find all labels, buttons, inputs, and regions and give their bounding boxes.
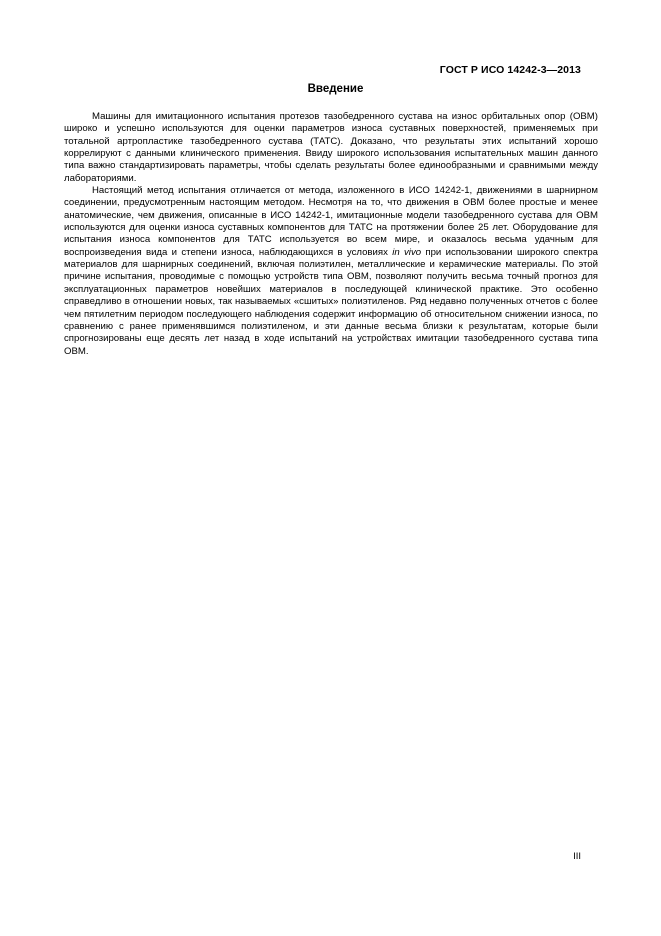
section-title: Введение [307,83,364,95]
paragraph-2 [64,185,598,358]
paragraph-2-part-1: Настоящий метод испытания отличается от метода, изложенного в ИСО 14242-1, движениями в шарнирном соединении, предусмотренным настоящим методом. Несмотря на то, что движения в ОВМ более простые и менее анатомические, чем движения, описанные в ИСО 14242-1, имитационные модели тазобедренного сустава для ОВМ используются для оценки износа суставных компонентов для ТАТС на протяжении более 25 лет. Оборудование для испытания износа компонентов для ТАТС используется во всем мире, и оказалось весьма удачным для воспроизведения вида и степени износа, наблюдающихся в условиях [64,185,598,258]
body-text [64,111,598,358]
italic-term: in vivo [392,246,422,258]
page-number: III [573,851,581,862]
standard-code-header: ГОСТ Р ИСО 14242-3—2013 [439,64,581,76]
paragraph-1: Машины для имитационного испытания протезов тазобедренного сустава на износ орбитальных опор (ОВМ) широко и успешно используются для оценки параметров износа суставных поверхностей, применяемых при тотальной артропластике тазобедренного сустава (ТАТС). Доказано, что результаты этих испытаний хорошо коррелируют с данными клинического применения. Ввиду широкого использования испытательных машин данного типа важно стандартизировать параметры, чтобы сделать результаты более единообразными и сравнимыми между лабораториями. [64,111,598,184]
paragraph-2-part-2: при использовании широкого спектра материалов для шарнирных соединений, включая полиэтилен, металлические и керамические материалы. По этой причине испытания, проводимые с помощью устройств типа ОВМ, позволяют получить весьма точный прогноз для эксплуатационных параметров новейших материалов в последующей клинической практике. Это особенно справедливо в отношении новых, так называемых «сшитых» полиэтиленов. Ряд недавно полученных отчетов с более чем пятилетним периодом последующего наблюдения содержит информацию об относительном снижении износа, по сравнению с ранее применявшимся полиэтиленом, и эти данные весьма близки к результатам, которые были спрогнозированы еще десять лет назад в ходе испытаний на устройствах имитации тазобедренного сустава типа ОВМ. [64,246,598,357]
